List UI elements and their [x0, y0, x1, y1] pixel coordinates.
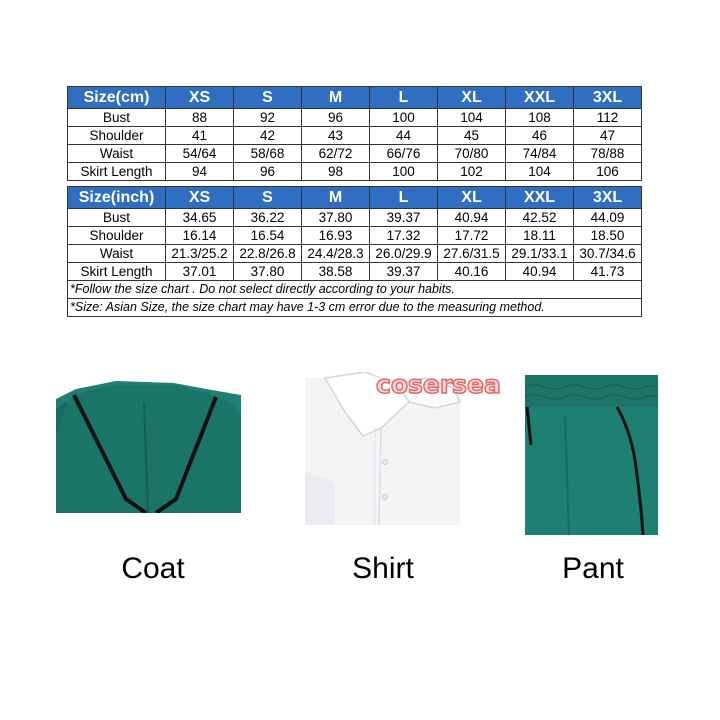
- pant-photo: [525, 375, 658, 535]
- table-cell: 108: [506, 109, 574, 127]
- table-cell: 45: [438, 127, 506, 145]
- table-cell: 17.32: [370, 227, 438, 245]
- inch-header-cell: M: [302, 187, 370, 209]
- table-cell: 41: [166, 127, 234, 145]
- inch-header-cell: S: [234, 187, 302, 209]
- table-cell: 42: [234, 127, 302, 145]
- row-label: Skirt Length: [68, 163, 166, 181]
- coat-label: Coat: [121, 552, 185, 585]
- table-cell: 38.58: [302, 263, 370, 281]
- table-cell: 30.7/34.6: [574, 245, 642, 263]
- table-cell: 41.73: [574, 263, 642, 281]
- table-row: [68, 263, 642, 281]
- table-cell: 66/76: [370, 145, 438, 163]
- table-cell: 26.0/29.9: [370, 245, 438, 263]
- table-cell: 29.1/33.1: [506, 245, 574, 263]
- row-label: Skirt Length: [68, 263, 166, 281]
- table-cell: 92: [234, 109, 302, 127]
- table-row: [68, 209, 642, 227]
- size-note: *Size: Asian Size, the size chart may have 1-3 cm error due to the measuring method.: [68, 299, 642, 317]
- inch-header-cell: XL: [438, 187, 506, 209]
- table-cell: 18.50: [574, 227, 642, 245]
- table-row: [68, 163, 642, 181]
- table-cell: 96: [302, 109, 370, 127]
- size-chart-cm: [67, 86, 642, 181]
- cm-header-cell: XL: [438, 87, 506, 109]
- table-cell: 24.4/28.3: [302, 245, 370, 263]
- cm-header-cell: M: [302, 87, 370, 109]
- table-cell: 39.37: [370, 209, 438, 227]
- table-cell: 104: [506, 163, 574, 181]
- inch-header-cell: XS: [166, 187, 234, 209]
- table-cell: 102: [438, 163, 506, 181]
- table-cell: 44: [370, 127, 438, 145]
- inch-header-cell: L: [370, 187, 438, 209]
- cm-header-cell: 3XL: [574, 87, 642, 109]
- cm-header-cell: Size(cm): [68, 87, 166, 109]
- table-cell: 100: [370, 109, 438, 127]
- table-row: [68, 227, 642, 245]
- table-cell: 40.94: [438, 209, 506, 227]
- note-row: [68, 281, 642, 299]
- table-cell: 34.65: [166, 209, 234, 227]
- table-cell: 70/80: [438, 145, 506, 163]
- table-cell: 100: [370, 163, 438, 181]
- table-cell: 58/68: [234, 145, 302, 163]
- table-cell: 96: [234, 163, 302, 181]
- table-cell: 78/88: [574, 145, 642, 163]
- table-cell: 27.6/31.5: [438, 245, 506, 263]
- row-label: Bust: [68, 109, 166, 127]
- table-row: [68, 109, 642, 127]
- table-cell: 37.01: [166, 263, 234, 281]
- note-row: [68, 299, 642, 317]
- table-row: [68, 127, 642, 145]
- cm-header-row: [68, 87, 642, 109]
- cm-header-cell: L: [370, 87, 438, 109]
- inch-header-cell: Size(inch): [68, 187, 166, 209]
- table-cell: 40.94: [506, 263, 574, 281]
- table-cell: 36.22: [234, 209, 302, 227]
- row-label: Waist: [68, 145, 166, 163]
- table-cell: 44.09: [574, 209, 642, 227]
- size-chart-inch: [67, 186, 642, 317]
- table-cell: 37.80: [234, 263, 302, 281]
- table-row: [68, 145, 642, 163]
- cm-header-cell: XXL: [506, 87, 574, 109]
- row-label: Waist: [68, 245, 166, 263]
- table-cell: 98: [302, 163, 370, 181]
- table-cell: 62/72: [302, 145, 370, 163]
- inch-header-cell: XXL: [506, 187, 574, 209]
- cm-header-cell: S: [234, 87, 302, 109]
- table-cell: 43: [302, 127, 370, 145]
- table-cell: 16.93: [302, 227, 370, 245]
- row-label: Bust: [68, 209, 166, 227]
- table-cell: 104: [438, 109, 506, 127]
- table-cell: 16.54: [234, 227, 302, 245]
- size-note: *Follow the size chart . Do not select directly according to your habits.: [68, 281, 642, 299]
- table-cell: 37.80: [302, 209, 370, 227]
- table-cell: 88: [166, 109, 234, 127]
- table-cell: 46: [506, 127, 574, 145]
- table-cell: 18.11: [506, 227, 574, 245]
- coat-photo: [56, 375, 241, 513]
- table-cell: 17.72: [438, 227, 506, 245]
- table-cell: 16.14: [166, 227, 234, 245]
- inch-header-cell: 3XL: [574, 187, 642, 209]
- table-cell: 106: [574, 163, 642, 181]
- cm-header-cell: XS: [166, 87, 234, 109]
- table-row: [68, 245, 642, 263]
- table-cell: 42.52: [506, 209, 574, 227]
- table-cell: 22.8/26.8: [234, 245, 302, 263]
- pant-label: Pant: [562, 552, 624, 585]
- table-cell: 40.16: [438, 263, 506, 281]
- table-cell: 94: [166, 163, 234, 181]
- table-cell: 54/64: [166, 145, 234, 163]
- table-cell: 47: [574, 127, 642, 145]
- table-cell: 39.37: [370, 263, 438, 281]
- shirt-label: Shirt: [352, 552, 414, 585]
- watermark-logo: cosersea: [376, 370, 501, 399]
- row-label: Shoulder: [68, 227, 166, 245]
- table-cell: 112: [574, 109, 642, 127]
- inch-header-row: [68, 187, 642, 209]
- table-cell: 21.3/25.2: [166, 245, 234, 263]
- row-label: Shoulder: [68, 127, 166, 145]
- table-cell: 74/84: [506, 145, 574, 163]
